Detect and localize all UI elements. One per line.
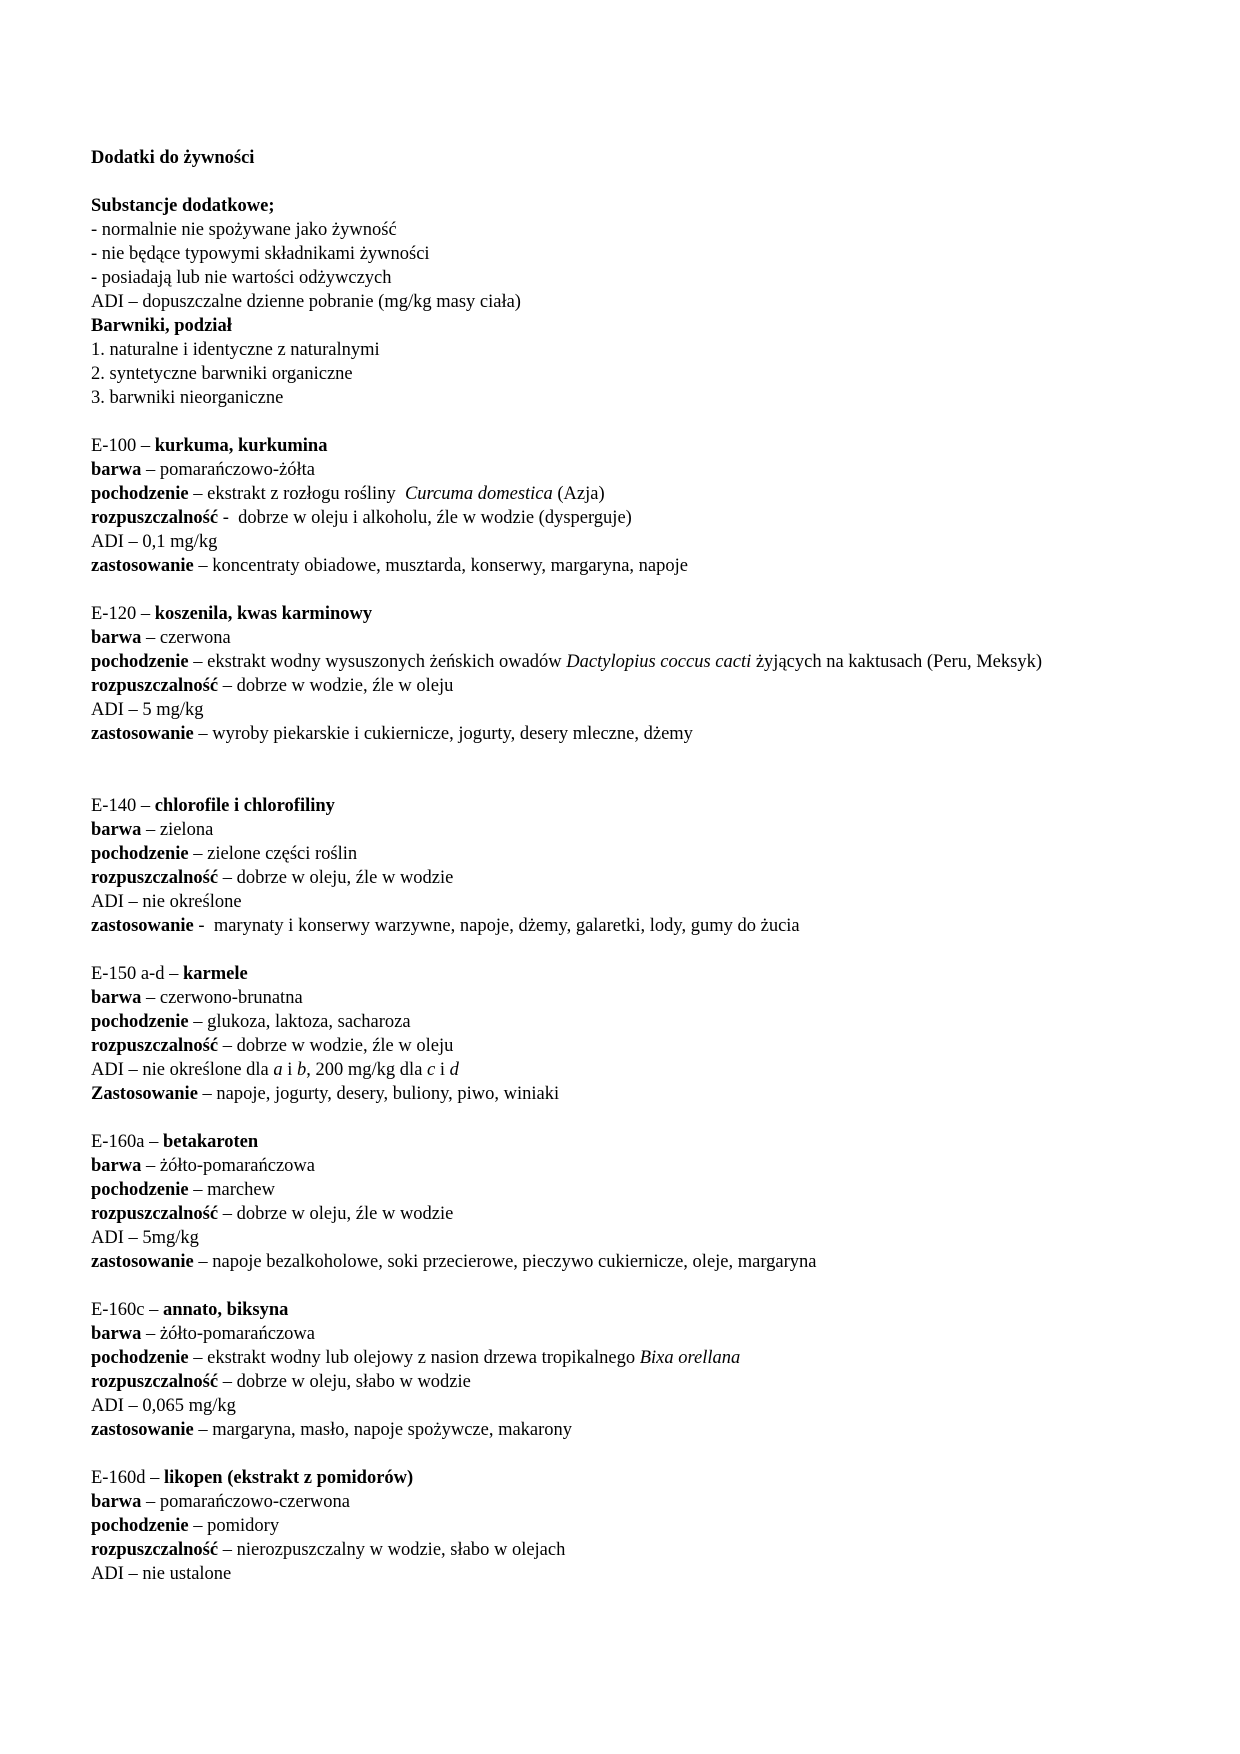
- property-pochodzenie: pochodzenie – marchew: [91, 1180, 275, 1200]
- property-rozpuszczalnosc: rozpuszczalność – dobrze w oleju, źle w wodzie: [91, 1204, 454, 1224]
- section-heading-e140: E-140 – chlorofile i chlorofiliny: [91, 796, 335, 816]
- section-heading-e160c: E-160c – annato, biksyna: [91, 1300, 289, 1320]
- section-heading-e160d: E-160d – likopen (ekstrakt z pomidorów): [91, 1468, 414, 1488]
- property-pochodzenie: pochodzenie – ekstrakt wodny wysuszonych żeńskich owadów Dactylopius coccus cacti żyjących na kaktusach (Peru, Meksyk): [91, 652, 1042, 672]
- section-heading-e160a: E-160a – betakaroten: [91, 1132, 259, 1152]
- property-adi: ADI – nie ustalone: [91, 1564, 232, 1584]
- property-adi: ADI – 0,1 mg/kg: [91, 532, 218, 552]
- property-barwa: barwa – czerwono-brunatna: [91, 988, 303, 1008]
- section-heading-e100: E-100 – kurkuma, kurkumina: [91, 436, 328, 456]
- property-zastosowanie: zastosowanie – koncentraty obiadowe, musztarda, konserwy, margaryna, napoje: [91, 556, 688, 576]
- spacer: [91, 1106, 1191, 1130]
- property-adi: ADI – 5mg/kg: [91, 1228, 199, 1248]
- property-rozpuszczalnosc: rozpuszczalność – dobrze w wodzie, źle w oleju: [91, 1036, 454, 1056]
- property-barwa: barwa – pomarańczowo-czerwona: [91, 1492, 350, 1512]
- spacer: [91, 410, 1191, 434]
- property-zastosowanie: zastosowanie – napoje bezalkoholowe, soki przecierowe, pieczywo cukiernicze, oleje, margaryna: [91, 1252, 817, 1272]
- property-barwa: barwa – żółto-pomarańczowa: [91, 1324, 315, 1344]
- section-heading-e120: E-120 – koszenila, kwas karminowy: [91, 604, 373, 624]
- property-adi: ADI – nie określone: [91, 892, 242, 912]
- property-rozpuszczalnosc: rozpuszczalność – dobrze w wodzie, źle w oleju: [91, 676, 454, 696]
- spacer: [91, 1274, 1191, 1298]
- document-body: [91, 146, 1191, 1586]
- property-pochodzenie: pochodzenie – ekstrakt z rozłogu rośliny Curcuma domestica (Azja): [91, 484, 605, 504]
- adi-definition: ADI – dopuszczalne dzienne pobranie (mg/kg masy ciała): [91, 292, 521, 312]
- property-zastosowanie: zastosowanie – margaryna, masło, napoje spożywcze, makarony: [91, 1420, 573, 1440]
- spacer: [91, 170, 1191, 194]
- spacer: [91, 1442, 1191, 1466]
- property-rozpuszczalnosc: rozpuszczalność - dobrze w oleju i alkoholu, źle w wodzie (dysperguje): [91, 508, 632, 528]
- colorants-heading: Barwniki, podział: [91, 316, 232, 336]
- spacer: [91, 578, 1191, 602]
- property-adi: ADI – 5 mg/kg: [91, 700, 204, 720]
- list-item: 3. barwniki nieorganiczne: [91, 388, 284, 408]
- list-item: - nie będące typowymi składnikami żywności: [91, 244, 430, 264]
- property-adi: ADI – nie określone dla a i b, 200 mg/kg dla c i d: [91, 1060, 459, 1080]
- property-pochodzenie: pochodzenie – ekstrakt wodny lub olejowy z nasion drzewa tropikalnego Bixa orellana: [91, 1348, 741, 1368]
- list-item: 1. naturalne i identyczne z naturalnymi: [91, 340, 380, 360]
- property-rozpuszczalnosc: rozpuszczalność – dobrze w oleju, źle w wodzie: [91, 868, 454, 888]
- property-barwa: barwa – zielona: [91, 820, 214, 840]
- property-adi: ADI – 0,065 mg/kg: [91, 1396, 236, 1416]
- property-pochodzenie: pochodzenie – glukoza, laktoza, sacharoza: [91, 1012, 411, 1032]
- property-barwa: barwa – czerwona: [91, 628, 231, 648]
- additives-heading: Substancje dodatkowe;: [91, 196, 275, 216]
- property-rozpuszczalnosc: rozpuszczalność – dobrze w oleju, słabo w wodzie: [91, 1372, 471, 1392]
- list-item: - normalnie nie spożywane jako żywność: [91, 220, 397, 240]
- property-pochodzenie: pochodzenie – pomidory: [91, 1516, 280, 1536]
- spacer: [91, 746, 1191, 794]
- property-zastosowanie: zastosowanie - marynaty i konserwy warzywne, napoje, dżemy, galaretki, lody, gumy do żucia: [91, 916, 800, 936]
- list-item: - posiadają lub nie wartości odżywczych: [91, 268, 392, 288]
- section-heading-e150: E-150 a-d – karmele: [91, 964, 248, 984]
- property-barwa: barwa – pomarańczowo-żółta: [91, 460, 315, 480]
- spacer: [91, 938, 1191, 962]
- property-zastosowanie: zastosowanie – wyroby piekarskie i cukiernicze, jogurty, desery mleczne, dżemy: [91, 724, 693, 744]
- property-barwa: barwa – żółto-pomarańczowa: [91, 1156, 315, 1176]
- list-item: 2. syntetyczne barwniki organiczne: [91, 364, 353, 384]
- document-title: Dodatki do żywności: [91, 148, 255, 168]
- property-zastosowanie: Zastosowanie – napoje, jogurty, desery, buliony, piwo, winiaki: [91, 1084, 560, 1104]
- property-rozpuszczalnosc: rozpuszczalność – nierozpuszczalny w wodzie, słabo w olejach: [91, 1540, 566, 1560]
- property-pochodzenie: pochodzenie – zielone części roślin: [91, 844, 358, 864]
